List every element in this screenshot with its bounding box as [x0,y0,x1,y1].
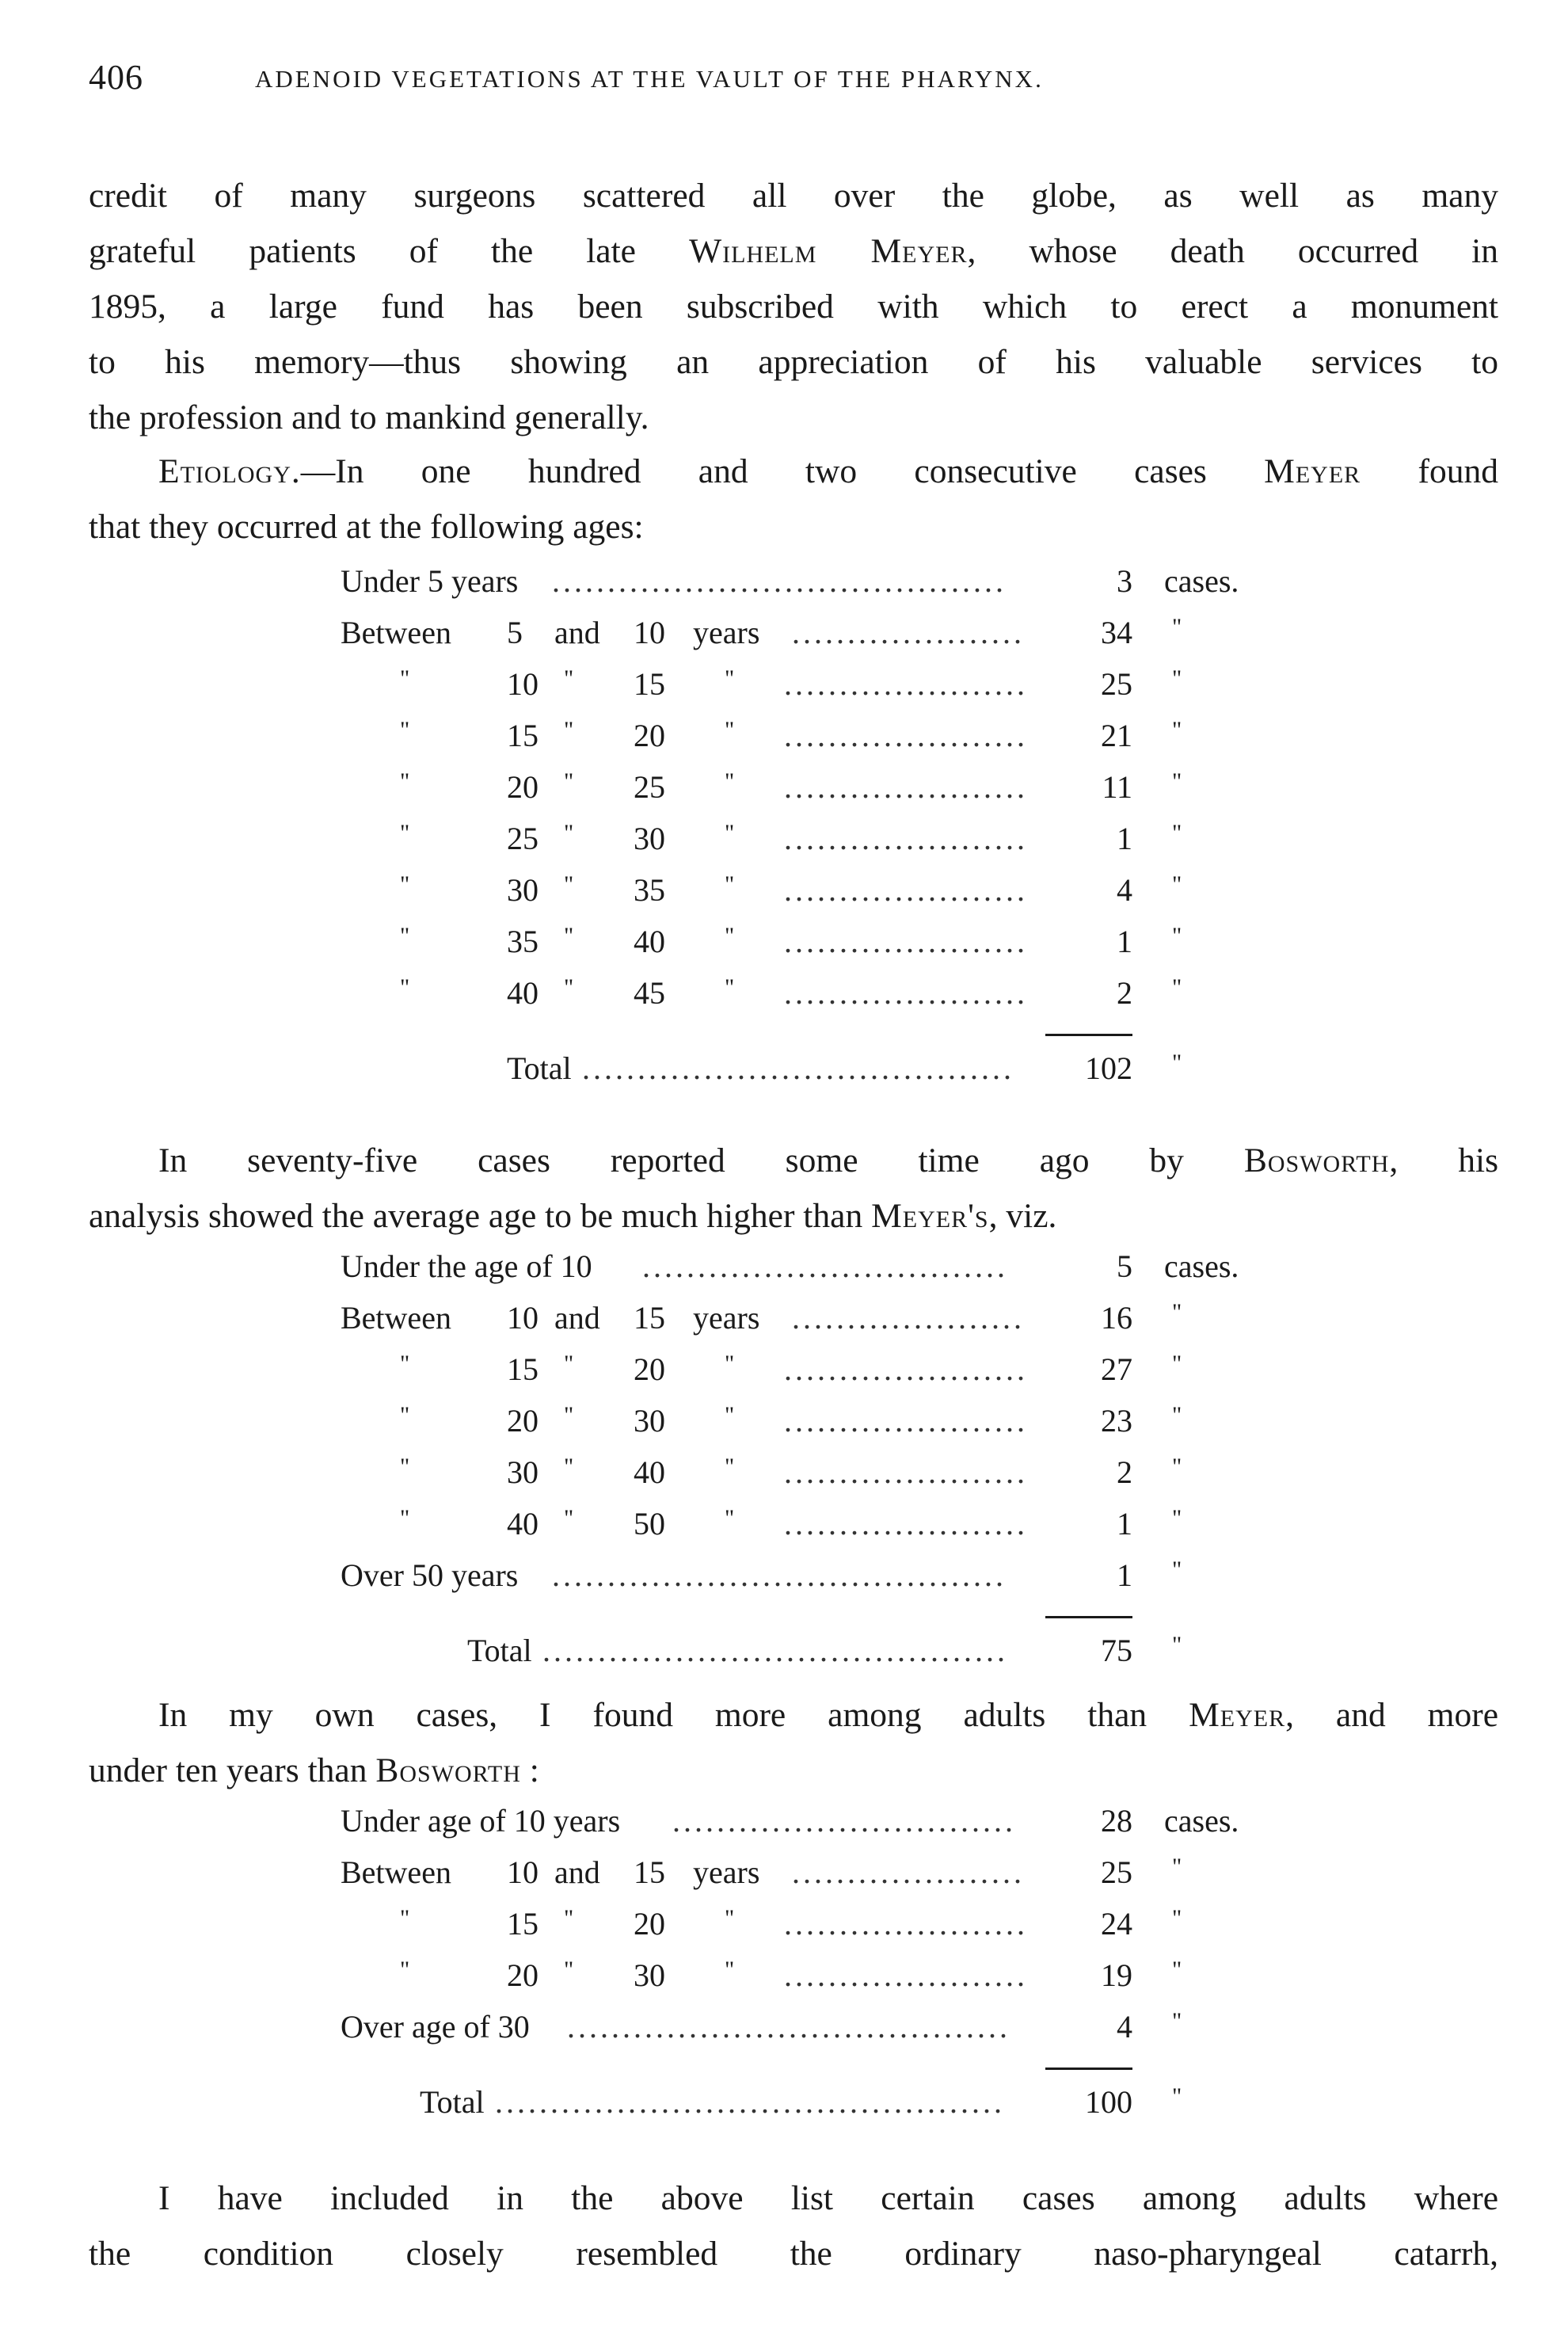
dot-leader: ........................................ [567,2009,1010,2045]
table-row [0,1454,1568,1501]
cases-unit: " [1172,820,1182,846]
range-unit: " [725,665,735,692]
case-count: 2 [1117,1454,1132,1490]
row-label: Under the age of 10 [341,1248,592,1284]
case-count: 5 [1117,1248,1132,1284]
text-line [89,1188,1498,1244]
range-and: and [554,615,600,650]
range-unit: " [725,1957,735,1983]
row-label: Between [341,1300,451,1336]
dot-leader: ...................... [784,975,1028,1011]
range-unit: years [693,1300,760,1336]
range-to: 25 [634,769,665,805]
range-from: 25 [507,821,539,856]
text-span: —In one hundred and two consecutive cases [300,452,1265,490]
paragraph-included-cases [89,2170,1498,2281]
total-count: 100 [1085,2084,1132,2120]
range-to: 30 [634,1403,665,1439]
range-from: 10 [507,1300,539,1336]
range-from: 10 [507,1854,539,1890]
range-and: " [564,1505,574,1531]
range-unit: years [693,615,760,650]
table-row [0,1402,1568,1450]
case-count: 24 [1101,1906,1132,1942]
range-to: 20 [634,718,665,753]
range-and: and [554,1300,600,1336]
range-unit: " [725,717,735,743]
cases-unit: " [1172,2008,1182,2034]
range-from: 35 [507,924,539,959]
dot-leader: ..................... [792,1854,1025,1890]
case-count: 27 [1101,1351,1132,1387]
case-count: 4 [1117,872,1132,908]
text-span: In seventy-five cases reported some time ago by [158,1141,1244,1180]
total-label: Total [507,1050,572,1086]
range-unit: " [725,871,735,898]
range-and: " [564,1454,574,1480]
text-line [89,1133,1498,1188]
text-line [89,223,1498,279]
cases-unit: " [1172,974,1182,1000]
row-label: " [400,1351,410,1377]
range-unit: " [725,923,735,949]
row-label: " [400,1905,410,1931]
row-label: " [400,1957,410,1983]
range-to: 50 [634,1506,665,1542]
range-unit: " [725,1351,735,1377]
range-unit: " [725,1905,735,1931]
page-header [89,57,1498,105]
cases-unit: " [1172,923,1182,949]
cases-unit: " [1172,1854,1182,1880]
range-and: " [564,1905,574,1931]
dot-leader: ..................... [792,615,1025,650]
range-to: 20 [634,1906,665,1942]
total-label: Total [467,1633,532,1668]
cases-unit: " [1172,1957,1182,1983]
dot-leader: ...................... [784,872,1028,908]
cases-unit: " [1172,1402,1182,1428]
range-and: " [564,871,574,898]
range-and: " [564,820,574,846]
table-row [0,1957,1568,2004]
dot-leader: ......................................... [552,1557,1007,1593]
range-to: 45 [634,975,665,1011]
text-line: to his memory—thus showing an appreciation of his valuable services to [89,343,1498,381]
text-span: grateful patients of the late [89,232,690,270]
row-label: Under age of 10 years [341,1803,621,1839]
cases-unit: " [1172,717,1182,743]
row-label: Under 5 years [341,563,519,599]
range-and: " [564,1402,574,1428]
text-line: the condition closely resembled the ordinary naso-pharyngeal catarrh, [89,2235,1498,2273]
table-row [0,562,1568,610]
case-count: 1 [1117,1506,1132,1542]
case-count: 16 [1101,1300,1132,1336]
table-row [0,974,1568,1022]
total-row [0,1632,1568,1679]
cases-unit: " [1172,1299,1182,1325]
range-to: 15 [634,666,665,702]
table-row [0,1351,1568,1398]
total-rule [1045,2068,1132,2070]
table-row [0,1802,1568,1850]
total-rule [1045,1616,1132,1618]
table-row [0,820,1568,867]
total-row [0,1050,1568,1097]
dot-leader: ............................... [672,1803,1016,1839]
cases-unit: " [1172,1632,1182,1658]
range-to: 10 [634,615,665,650]
range-unit: " [725,768,735,795]
cases-unit: " [1172,1905,1182,1931]
case-count: 28 [1101,1803,1132,1839]
table-row [0,1905,1568,1953]
text-line: 1895, a large fund has been subscribed with which to erect a monument [89,288,1498,326]
cases-unit: " [1172,2083,1182,2109]
text-line [89,1687,1498,1743]
table-row [0,665,1568,713]
case-count: 2 [1117,975,1132,1011]
cases-unit: " [1172,1557,1182,1583]
total-label: Total [420,2084,485,2120]
case-count: 21 [1101,718,1132,753]
text-span: : [520,1751,539,1789]
paragraph-own-cases [89,1687,1498,1798]
dot-leader: ...................... [784,1957,1028,1993]
text-span: found [1361,452,1498,490]
range-from: 10 [507,666,539,702]
table-row [0,717,1568,764]
dot-leader: ..................... [792,1300,1025,1336]
text-span: In my own cases, I found more among adults than [158,1696,1189,1734]
case-count: 11 [1102,769,1132,805]
range-from: 40 [507,975,539,1011]
range-and: " [564,717,574,743]
range-unit: " [725,1454,735,1480]
text-span: , whose death occurred in [967,232,1498,270]
text-span: , and more [1285,1696,1499,1734]
row-label: Between [341,1854,451,1890]
cases-unit: " [1172,768,1182,795]
row-label: Between [341,615,451,650]
page-number: 406 [89,58,143,97]
dot-leader: ...................... [784,1403,1028,1439]
total-rule [1045,1034,1132,1036]
range-from: 30 [507,872,539,908]
row-label: Over 50 years [341,1557,519,1593]
table-row [0,1505,1568,1553]
row-label: " [400,665,410,692]
range-and: and [554,1854,600,1890]
table-row [0,923,1568,970]
text-line [89,444,1498,499]
range-to: 30 [634,1957,665,1993]
range-unit: " [725,974,735,1000]
case-count: 1 [1117,924,1132,959]
dot-leader: ...................... [784,1506,1028,1542]
range-unit: years [693,1854,760,1890]
range-from: 20 [507,1403,539,1439]
range-and: " [564,665,574,692]
case-count: 3 [1117,563,1132,599]
dot-leader: ...................... [784,718,1028,753]
case-count: 1 [1117,821,1132,856]
cases-unit: " [1172,1454,1182,1480]
range-to: 35 [634,872,665,908]
dot-leader: ...................... [784,821,1028,856]
table-row [0,1299,1568,1347]
range-to: 40 [634,1454,665,1490]
dot-leader: ...................... [784,1454,1028,1490]
range-and: " [564,923,574,949]
text-line: the profession and to mankind generally. [89,398,649,436]
table-row [0,2008,1568,2056]
row-label: " [400,1505,410,1531]
range-to: 40 [634,924,665,959]
author-name: Wilhelm Meyer [689,232,968,270]
dot-leader: ...................... [784,666,1028,702]
cases-unit: " [1172,871,1182,898]
cases-unit: " [1172,665,1182,692]
range-from: 15 [507,718,539,753]
cases-unit: " [1172,1351,1182,1377]
row-label: " [400,1402,410,1428]
author-name: Bosworth [375,1751,521,1789]
range-from: 40 [507,1506,539,1542]
range-from: 20 [507,769,539,805]
range-from: 15 [507,1351,539,1387]
text-line [89,1743,1498,1798]
case-count: 34 [1101,615,1132,650]
paragraph-bosworth [89,1133,1498,1244]
section-heading: Etiology. [158,452,301,490]
range-from: 15 [507,1906,539,1942]
row-label: " [400,974,410,1000]
table-row [0,1248,1568,1295]
cases-unit: " [1172,1050,1182,1076]
range-and: " [564,1957,574,1983]
range-unit: " [725,820,735,846]
case-count: 23 [1101,1403,1132,1439]
paragraph-memorial [89,168,1498,445]
table-row [0,614,1568,661]
dot-leader: ................................. [642,1248,1008,1284]
author-name: Meyer's [871,1197,989,1235]
dot-leader: ...................... [784,769,1028,805]
case-count: 25 [1101,1854,1132,1890]
dot-leader: .............................................. [495,2084,1005,2120]
total-row [0,2083,1568,2131]
dot-leader: ...................... [784,924,1028,959]
row-label: " [400,717,410,743]
running-head: ADENOID VEGETATIONS AT THE VAULT OF THE PHARYNX. [255,65,1044,93]
total-count: 102 [1085,1050,1132,1086]
row-label: " [400,768,410,795]
text-line: I have included in the above list certain cases among adults where [158,2179,1498,2217]
dot-leader: ....................................... [582,1050,1014,1086]
table-row [0,1854,1568,1901]
author-name: Meyer [1264,452,1361,490]
range-unit: " [725,1402,735,1428]
paragraph-etiology [89,444,1498,555]
text-line: that they occurred at the following ages: [89,508,644,546]
case-count: 4 [1117,2009,1132,2045]
range-and: " [564,768,574,795]
range-from: 20 [507,1957,539,1993]
row-label: Over age of 30 [341,2009,530,2045]
author-name: Meyer [1189,1696,1286,1734]
row-label: " [400,820,410,846]
cases-unit: " [1172,1505,1182,1531]
range-to: 30 [634,821,665,856]
case-count: 19 [1101,1957,1132,1993]
range-to: 15 [634,1854,665,1890]
range-to: 15 [634,1300,665,1336]
dot-leader: ...................... [784,1351,1028,1387]
table-row [0,871,1568,919]
total-count: 75 [1101,1633,1132,1668]
table-row [0,768,1568,816]
author-name: Bosworth [1243,1141,1390,1180]
range-from: 5 [507,615,523,650]
dot-leader: ......................................... [552,563,1007,599]
table-row [0,1557,1568,1604]
range-and: " [564,1351,574,1377]
range-to: 20 [634,1351,665,1387]
cases-unit: cases. [1164,1803,1239,1839]
cases-unit: cases. [1164,563,1239,599]
range-from: 30 [507,1454,539,1490]
row-label: " [400,923,410,949]
cases-unit: cases. [1164,1248,1239,1284]
case-count: 25 [1101,666,1132,702]
row-label: " [400,871,410,898]
text-span: analysis showed the average age to be much higher than [89,1197,872,1235]
text-span: , his [1389,1141,1498,1180]
range-and: " [564,974,574,1000]
range-unit: " [725,1505,735,1531]
cases-unit: " [1172,614,1182,640]
dot-leader: ...................... [784,1906,1028,1942]
text-line: credit of many surgeons scattered all over the globe, as well as many [89,177,1498,215]
text-span: under ten years than [89,1751,376,1789]
case-count: 1 [1117,1557,1132,1593]
dot-leader: .......................................... [542,1633,1008,1668]
row-label: " [400,1454,410,1480]
text-span: , viz. [988,1197,1057,1235]
